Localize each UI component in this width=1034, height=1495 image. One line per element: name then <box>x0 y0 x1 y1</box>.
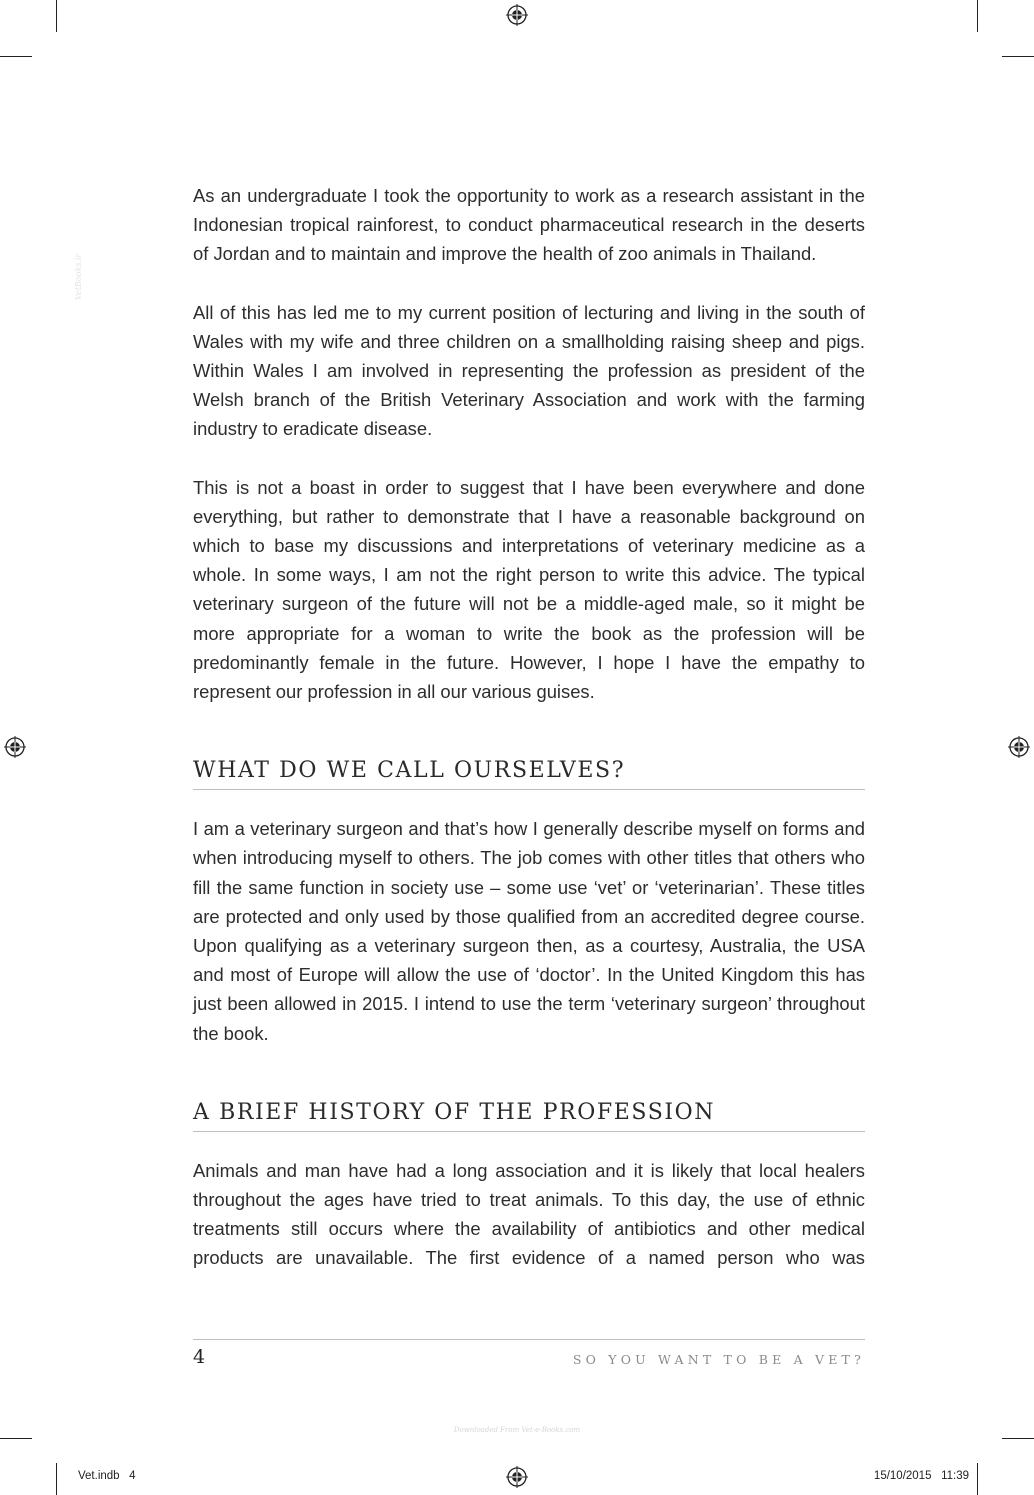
bottom-watermark: Downloaded From Vet-e-Books.com <box>453 1426 581 1434</box>
section-brief-history <box>193 1100 865 1273</box>
section-what-do-we-call-ourselves <box>193 758 865 1048</box>
crop-mark <box>0 56 32 57</box>
side-watermark: VetBooks.ir <box>74 253 83 300</box>
registration-mark-icon <box>4 736 26 758</box>
section-heading: WHAT DO WE CALL OURSELVES? <box>193 758 865 790</box>
crop-mark <box>0 1438 32 1439</box>
crop-mark <box>977 0 978 32</box>
slug-file-name: Vet.indb 4 <box>78 1470 136 1482</box>
crop-mark <box>1002 1438 1034 1439</box>
body-paragraph: All of this has led me to my current position of lecturing and living in the south of Wales with my wife and three children on a smallholding raising sheep and pigs. Within Wales I am involved in representing the profession as president of the Welsh branch of the British Veterinary Association and work with the farming industry to eradicate disease. <box>193 301 865 440</box>
footer-divider <box>193 1339 865 1340</box>
page-body <box>193 181 865 1273</box>
registration-mark-icon <box>1008 736 1030 758</box>
body-paragraph: Animals and man have had a long association and it is likely that local healers throughout the ages have tried to treat animals. To this day, the use of ethnic treatments still occurs where the availability of antibiotics and other medical products are unavailable. The first evidence of a named person who was <box>193 1159 865 1269</box>
crop-mark <box>1002 56 1034 57</box>
crop-mark <box>977 1463 978 1495</box>
registration-mark-icon <box>506 1466 528 1488</box>
body-paragraph: I am a veterinary surgeon and that’s how I generally describe myself on forms and when introducing myself to others. The job comes with other titles that others who fill the same function in society use – some use ‘vet’ or ‘veterinarian’. These titles are protected and only used by those qualified from an accredited degree course. Upon qualifying as a veterinary surgeon then, as a courtesy, Australia, the USA and most of Europe will allow the use of ‘doctor’. In the United Kingdom this has just been allowed in 2015. I intend to use the term ‘veterinary surgeon’ throughout the book. <box>193 818 865 1044</box>
body-paragraph: This is not a boast in order to suggest that I have been everywhere and done everything, but rather to demonstrate that I have a reasonable background on which to base my discussions and interpretations of veterinary medicine as a whole. In some ways, I am not the right person to write this advice. The typical veterinary surgeon of the future will not be a middle-aged male, so it might be more appropriate for a woman to write the book as the profession will be predominantly female in the future. However, I hope I have the empathy to represent our profession in all our various guises. <box>193 476 865 703</box>
registration-mark-icon <box>506 4 528 26</box>
crop-mark <box>56 0 57 32</box>
running-title: SO YOU WANT TO BE A VET? <box>572 1352 865 1367</box>
crop-mark <box>56 1463 57 1495</box>
page-number: 4 <box>193 1346 206 1368</box>
slug-datetime: 15/10/2015 11:39 <box>873 1470 969 1482</box>
body-paragraph: As an undergraduate I took the opportunity to work as a research assistant in the Indonesian tropical rainforest, to conduct pharmaceutical research in the deserts of Jordan and to maintain and improve the health of zoo animals in Thailand. <box>193 185 865 265</box>
section-heading: A BRIEF HISTORY OF THE PROFESSION <box>193 1100 865 1132</box>
